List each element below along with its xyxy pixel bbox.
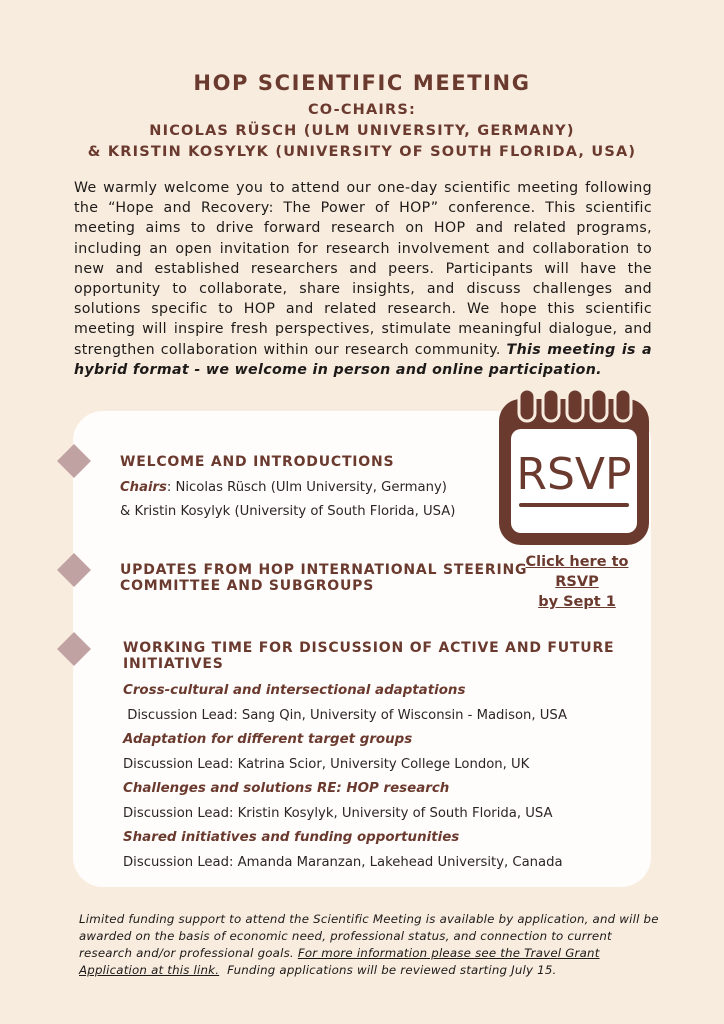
chairs-label: Chairs — [120, 480, 167, 495]
rsvp-link[interactable] — [507, 552, 647, 612]
intro-text: We warmly welcome you to attend our one-day scientific meeting following the “Hope and Recovery: The Power of HOP” conference. This scientific meeting aims to drive forward research on HOP and related programs, including an open invitation for research involvement and collaboration to new and established researchers and peers. Participants will have the opportunity to collaborate, share insights, and discuss challenges and solutions specific to HOP and related research. We hope this scientific meeting will inspire fresh perspectives, stimulate meaningful dialogue, and strengthen collaboration within our research community. — [74, 180, 652, 358]
topic-lead: Discussion Lead: Kristin Kosylyk, University of South Florida, USA — [123, 806, 553, 821]
topic-lead: Discussion Lead: Sang Qin, University of Wisconsin - Madison, USA — [123, 708, 568, 723]
intro-paragraph — [74, 178, 652, 380]
welcome-chairs-line-2: & Kristin Kosylyk (University of South Florida, USA) — [120, 504, 456, 519]
cochairs-label: CO-CHAIRS: — [307, 102, 417, 118]
funding-text-1: Limited funding support to attend the Scientific Meeting is available by application, and will be awarded on the basis of economic need, professional status, and connection to current research and/or professional goals. — [79, 912, 659, 960]
updates-heading-line-1: UPDATES FROM HOP INTERNATIONAL STEERING — [120, 562, 528, 578]
welcome-chairs — [120, 479, 447, 497]
updates-heading-line-2: COMMITTEE AND SUBGROUPS — [120, 578, 375, 594]
rsvp-link-line-1[interactable]: Click here to — [525, 554, 629, 570]
topic-title: Cross-cultural and intersectional adaptations — [123, 683, 466, 698]
rsvp-link-line-3[interactable]: by Sept 1 — [538, 594, 616, 610]
working-heading-line-2: INITIATIVES — [123, 656, 224, 672]
welcome-heading: WELCOME AND INTRODUCTIONS — [120, 454, 395, 470]
topic-title: Challenges and solutions RE: HOP research — [123, 781, 450, 796]
chair-2: & KRISTIN KOSYLYK (UNIVERSITY OF SOUTH FLORIDA, USA) — [87, 144, 637, 160]
hybrid-note: This meeting is a hybrid format - we welcome in person and online participation. — [74, 341, 652, 378]
funding-note — [79, 911, 659, 979]
page-title: HOP SCIENTIFIC MEETING — [193, 71, 531, 95]
working-heading-line-1: WORKING TIME FOR DISCUSSION OF ACTIVE AND FUTURE — [123, 640, 615, 656]
topic-title: Adaptation for different target groups — [123, 732, 413, 747]
funding-text-2: Funding applications will be reviewed starting July 15. — [219, 963, 557, 977]
chairs-line-1: : Nicolas Rüsch (Ulm University, Germany) — [166, 480, 447, 495]
topic-lead: Discussion Lead: Amanda Maranzan, Lakehead University, Canada — [123, 855, 563, 870]
topic-title: Shared initiatives and funding opportunities — [123, 830, 460, 845]
header — [0, 70, 724, 163]
rsvp-link-line-2[interactable]: RSVP — [555, 574, 599, 590]
topic-lead: Discussion Lead: Katrina Scior, University College London, UK — [123, 757, 530, 772]
travel-grant-link[interactable]: For more information please see the Travel Grant Application at this link. — [79, 946, 600, 977]
chair-1: NICOLAS RÜSCH (ULM UNIVERSITY, GERMANY) — [149, 123, 575, 139]
calendar-rsvp-icon[interactable] — [497, 385, 651, 549]
rsvp-icon-text: RSVP — [516, 449, 632, 500]
